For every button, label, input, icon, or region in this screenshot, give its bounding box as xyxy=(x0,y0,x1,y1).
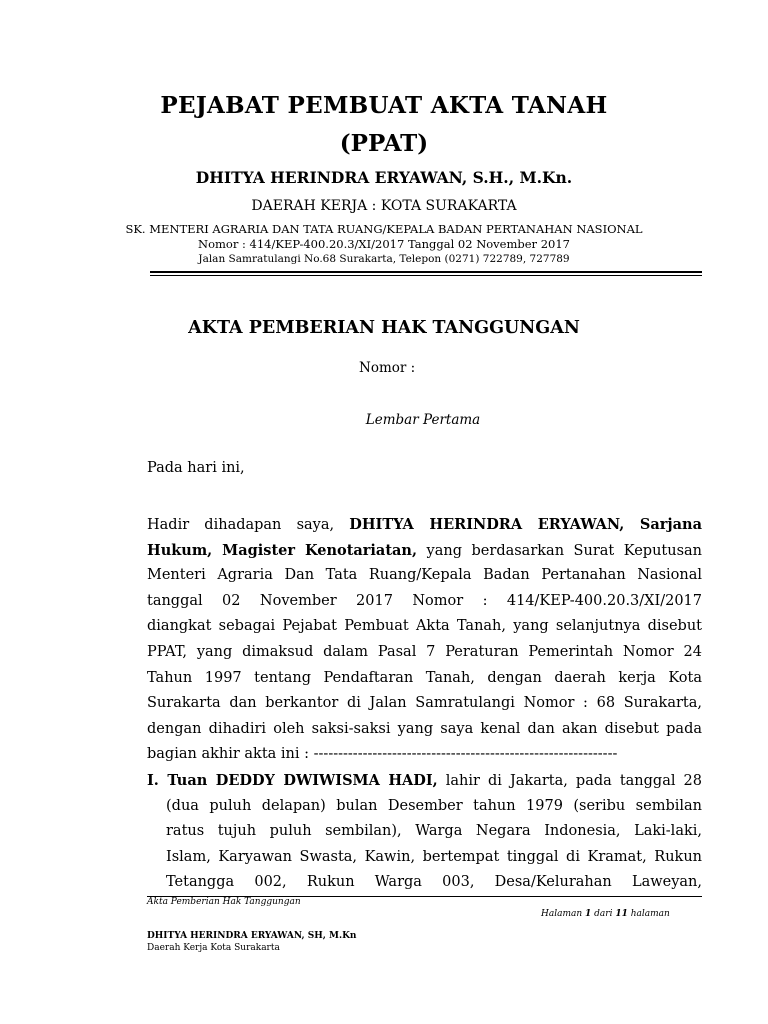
decree-line-2: Nomor : 414/KEP-400.20.3/XI/2017 Tanggal 02 November 2017 xyxy=(198,237,570,251)
footer-region: Daerah Kerja Kota Surakarta xyxy=(147,943,280,953)
party-line: (dua puluh delapan) bulan Desember tahun 1979 (seribu sembilan xyxy=(166,797,702,814)
letterhead-title: PEJABAT PEMBUAT AKTA TANAH xyxy=(160,92,608,119)
footer-officer: DHITYA HERINDRA ERYAWAN, SH, M.Kn xyxy=(147,931,357,941)
party-one xyxy=(147,768,702,896)
opening-line: Pada hari ini, xyxy=(147,460,245,476)
body-line: tanggal 02 November 2017 Nomor : 414/KEP-400.20.3/XI/2017 xyxy=(147,592,702,609)
body-paragraph xyxy=(147,512,702,768)
body-line: Menteri Agraria Dan Tata Ruang/Kepala Badan Pertanahan Nasional xyxy=(147,567,702,584)
deed-number-label: Nomor : xyxy=(359,360,416,376)
sheet-label: Lembar Pertama xyxy=(365,412,481,428)
decree-line-1: SK. MENTERI AGRARIA DAN TATA RUANG/KEPALA BADAN PERTANAHAN NASIONAL xyxy=(125,222,643,236)
letterhead-rule-thin xyxy=(150,275,702,276)
officer-name: DHITYA HERINDRA ERYAWAN, S.H., M.Kn. xyxy=(195,168,573,187)
body-line: Surakarta dan berkantor di Jalan Samratulangi Nomor : 68 Surakarta, xyxy=(147,695,702,712)
work-region: DAERAH KERJA : KOTA SURAKARTA xyxy=(251,198,517,214)
body-line: Hukum, Magister Kenotariatan, yang berdasarkan Surat Keputusan xyxy=(147,541,702,559)
party-line: Islam, Karyawan Swasta, Kawin, bertempat tinggal di Kramat, Rukun xyxy=(166,848,702,865)
body-line: dengan dihadiri oleh saksi-saksi yang saya kenal dan akan disebut pada xyxy=(147,720,702,737)
letterhead-rule-thick xyxy=(150,271,702,273)
deed-title: AKTA PEMBERIAN HAK TANGGUNGAN xyxy=(188,318,580,338)
page-indicator: Halaman 1 dari 11 halaman xyxy=(541,909,670,919)
body-line: Tahun 1997 tentang Pendaftaran Tanah, dengan daerah kerja Kota xyxy=(147,669,702,686)
body-line: diangkat sebagai Pejabat Pembuat Akta Tanah, yang selanjutnya disebut xyxy=(147,618,702,635)
body-line: bagian akhir akta ini : -------------------------------------------------------------- xyxy=(147,746,618,763)
body-line: PPAT, yang dimaksud dalam Pasal 7 Peraturan Pemerintah Nomor 24 xyxy=(147,643,702,660)
party-line: ratus tujuh puluh sembilan), Warga Negara Indonesia, Laki-laki, xyxy=(166,823,702,840)
footer-doc-title: Akta Pemberian Hak Tanggungan xyxy=(147,897,301,907)
party-line: I. Tuan DEDDY DWIWISMA HADI, lahir di Jakarta, pada tanggal 28 xyxy=(147,772,702,789)
party-line: Tetangga 002, Rukun Warga 003, Desa/Kelurahan Laweyan, xyxy=(166,874,702,891)
letterhead-subtitle: (PPAT) xyxy=(339,130,429,157)
body-line: Hadir dihadapan saya, DHITYA HERINDRA ERYAWAN, Sarjana xyxy=(147,516,702,533)
office-address: Jalan Samratulangi No.68 Surakarta, Telepon (0271) 722789, 727789 xyxy=(198,253,570,265)
